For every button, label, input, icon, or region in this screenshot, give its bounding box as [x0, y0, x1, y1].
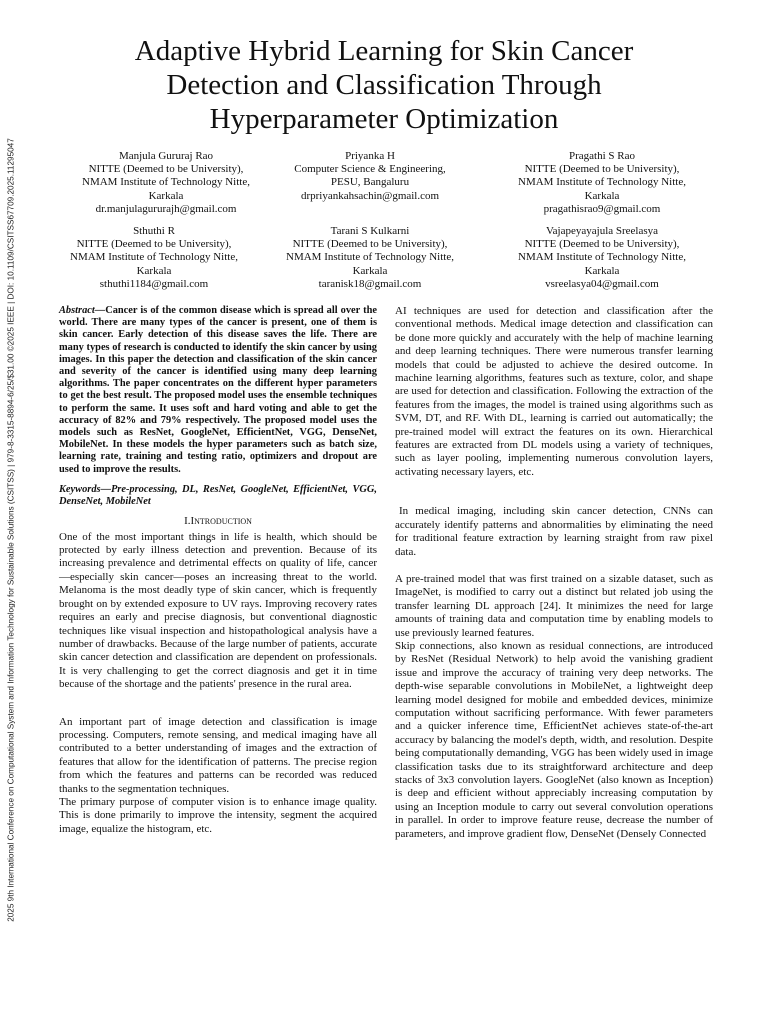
- section-number: I.: [184, 515, 191, 528]
- paper-title: [60, 34, 708, 136]
- abstract-text: Cancer is of the common disease which is spread all over the world. There are many types of the cancer is present, one of them is skin cancer. Early detection of this disease saves the life. There are many types of research is conducted to identify the skin cancer by using images. In this paper the detection and classification of the skin cancer and severity of the cancer is identified using many deep learning algorithms. The paper concentrates on the different hyper parameters to get the best result. The proposed model uses the ensemble techniques to perform the same. It uses soft and hard voting and able to get the accuracy of 82% and 79% respectively. The proposed model uses the models such as ResNet, GoogleNet, EfficientNet, VGG, DenseNet, MobileNet. In these models the hyper parameters such as batch size, learning rate, training and testing ratio, optimizers and dropout are used to improve the results.: [59, 305, 377, 475]
- author-affiliation: Karkala: [352, 264, 388, 277]
- author-block: [482, 225, 722, 291]
- body-paragraph: One of the most important things in life is health, which should be protected by early illness detection and prevention. Because of its increasing prevalence and detrimental effects on quality of life, cancer—especially skin cancer—poses an increasing threat to the world. Melanoma is the most deadly type of skin cancer, which is frequently brought on by extended exposure to UV rays. Improving recovery rates requires an early and precise diagnosis, but conventional diagnostic techniques like visual inspection and histopathological analysis have a number of drawbacks. Because of the large number of patients, accurate skin cancer detection and classification are dependent on professionals. It is very challenging to get the correct diagnosis and get it in time because of the shortage and the patients' presence in the rural area.: [59, 530, 377, 691]
- author-email: vsreelasya04@gmail.com: [545, 277, 659, 290]
- author-email: drpriyankahsachin@gmail.com: [300, 189, 440, 202]
- section-title: Introduction: [190, 515, 252, 528]
- author-name: Sthuthi R: [133, 225, 175, 237]
- author-email: dr.manjulagururajh@gmail.com: [95, 202, 237, 215]
- author-block: [250, 225, 490, 291]
- left-column: [59, 305, 377, 836]
- author-affiliation: PESU, Bangaluru: [330, 176, 410, 189]
- body-paragraph: An important part of image detection and classification is image processing. Computers, remote sensing, and medical imaging have all contributed to a better understanding of images and the extraction of features that allow for the identification of patterns. The precise region from which the features and patterns can be recorded was reduced thanks to the segmentation techniques.: [59, 715, 377, 795]
- doi-sidebar: [4, 100, 18, 960]
- author-name: Priyanka H: [345, 150, 395, 162]
- author-name: Vajapeyayajula Sreelasya: [545, 225, 659, 237]
- author-email: taranisk18@gmail.com: [318, 277, 422, 290]
- author-affiliation: NMAM Institute of Technology Nitte,: [82, 176, 250, 189]
- author-affiliation: NITTE (Deemed to be University),: [76, 238, 232, 251]
- author-block: [250, 150, 490, 203]
- section-heading: [59, 515, 377, 528]
- author-name: Pragathi S Rao: [569, 150, 635, 162]
- keywords: Keywords—Pre-processing, DL, ResNet, GoogleNet, EfficientNet, VGG, DenseNet, MobileNet: [59, 483, 377, 508]
- author-affiliation: NITTE (Deemed to be University),: [524, 238, 680, 251]
- abstract-label: Abstract—: [59, 305, 106, 316]
- title-line: Hyperparameter Optimization: [209, 103, 559, 135]
- author-email: pragathisrao9@gmail.com: [543, 202, 661, 215]
- author-affiliation: Karkala: [584, 264, 620, 277]
- author-block: [34, 225, 274, 291]
- author-affiliation: Karkala: [136, 264, 172, 277]
- body-paragraph: Skip connections, also known as residual connections, are introduced by ResNet (Residual Network) to help avoid the vanishing gradient issue and improve the accuracy of training very deep networks. The depth-wise separable convolutions in MobileNet, a lightweight deep learning model designed for mobile and embedded devices, minimize computation without sacrificing performance. With fewer parameters and a quicker inference time, EfficientNet achieves state-of-the-art accuracy by balancing the model's depth, width, and resolution. Despite being computationally demanding, VGG has been widely used in image classification tasks due to its straightforward architecture and deep stacks of 3x3 convolution layers. GoogleNet (also known as Inception) is deep and efficient without appreciably increasing computation by using an Inception module to carry out several convolution operations in parallel. In order to improve feature reuse, decrease the number of parameters, and improve gradient flow, DenseNet (Densely Connected: [395, 639, 713, 840]
- abstract: [59, 305, 377, 476]
- body-paragraph: A pre-trained model that was first trained on a sizable dataset, such as ImageNet, is modified to carry out a distinct but related job using the transfer learning DL approach [24]. It minimizes the need for large amounts of training data and computation time by enabling models to use previously learned features.: [395, 572, 713, 639]
- author-affiliation: Karkala: [584, 189, 620, 202]
- author-name: Manjula Gururaj Rao: [118, 150, 214, 162]
- author-affiliation: NITTE (Deemed to be University),: [292, 238, 448, 251]
- author-name: Tarani S Kulkarni: [330, 225, 410, 237]
- doi-sidebar-text: 2025 9th International Conference on Computational System and Information Technology for Sustainable Solutions (CSITSS) | 979-8-3315-8894-6/25/$31.00 ©2025 IEEE | DOI: 10.1109/CSITSS67709.2025.11295047: [6, 138, 16, 922]
- author-affiliation: NITTE (Deemed to be University),: [88, 163, 244, 176]
- author-affiliation: NMAM Institute of Technology Nitte,: [286, 251, 454, 264]
- author-block: [482, 150, 722, 216]
- author-affiliation: NMAM Institute of Technology Nitte,: [70, 251, 238, 264]
- right-column: [395, 305, 713, 841]
- body-paragraph: In medical imaging, including skin cancer detection, CNNs can accurately identify patterns and abnormalities by eliminating the need for traditional feature extraction by learning straight from raw pixel data.: [395, 505, 713, 558]
- title-line: Detection and Classification Through: [166, 69, 602, 101]
- author-affiliation: Karkala: [148, 189, 184, 202]
- author-affiliation: Computer Science & Engineering,: [294, 163, 446, 176]
- title-line: Adaptive Hybrid Learning for Skin Cancer: [134, 35, 634, 67]
- author-affiliation: NITTE (Deemed to be University),: [524, 163, 680, 176]
- body-paragraph: AI techniques are used for detection and classification after the conventional methods. Medical image detection and classification can be done more quickly and accurately with the help of machine learning and deep learning techniques. There were numerous transfer learning models that could be adjusted to achieve the desired outcome. In machine learning algorithms, features such as texture, color, and shape are used for detection and classification. Following the extraction of the features from the images, the model is trained using algorithms such as SVM, DT, and RF. With DL, learning is carried out automatically; the pre-trained model will extract the features on its own. Hierarchical features are extracted from DL models using a variety of techniques, such as layer pooling, implementing numerous convolution layers, activating necessary layers, etc.: [395, 305, 713, 478]
- author-affiliation: NMAM Institute of Technology Nitte,: [518, 251, 686, 264]
- body-paragraph: The primary purpose of computer vision is to enhance image quality. This is done primarily to improve the intensity, segment the acquired image, equalize the histogram, etc.: [59, 795, 377, 835]
- author-affiliation: NMAM Institute of Technology Nitte,: [518, 176, 686, 189]
- author-email: sthuthi1184@gmail.com: [99, 277, 209, 290]
